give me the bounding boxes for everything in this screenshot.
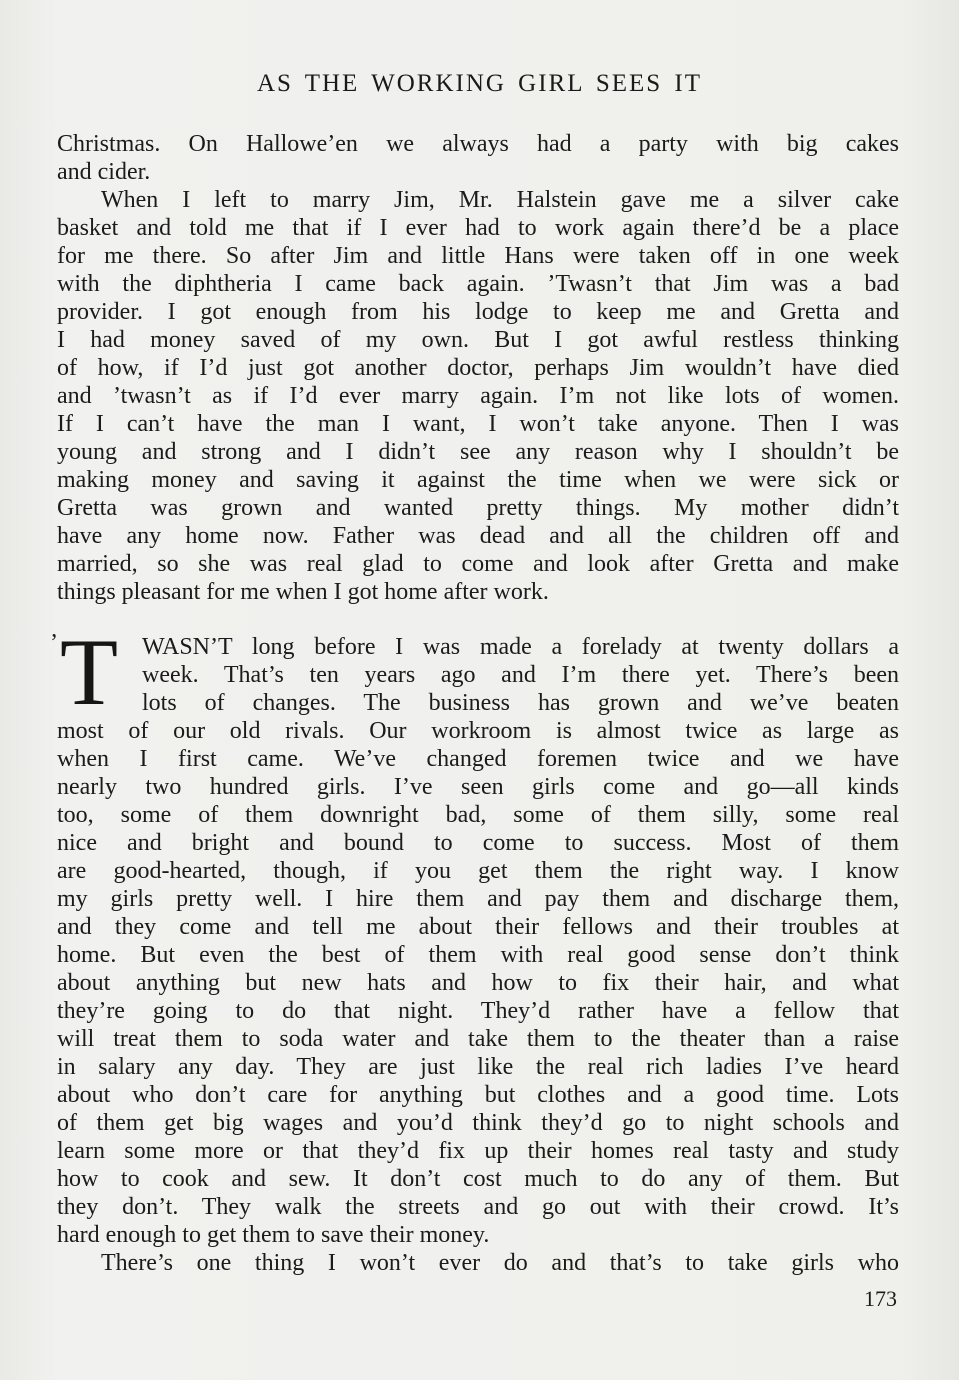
running-head: AS THE WORKING GIRL SEES IT — [256, 70, 703, 97]
text-line: home. But even the best of them with real good sense don’t think — [57, 942, 899, 968]
text-line: I had money saved of my own. But I got awful restless thinking — [57, 327, 899, 353]
text-line: If I can’t have the man I want, I won’t take anyone. Then I was — [57, 411, 899, 437]
text-line: week. That’s ten years ago and I’m there yet. There’s been — [142, 662, 899, 688]
text-line: There’s one thing I won’t ever do and that’s to take girls who — [101, 1250, 899, 1276]
text-line: and they come and tell me about their fellows and their troubles at — [57, 914, 899, 940]
text-line: my girls pretty well. I hire them and pay them and discharge them, — [57, 886, 899, 912]
text-line: learn some more or that they’d fix up their homes real tasty and study — [57, 1138, 899, 1164]
text-line: they don’t. They walk the streets and go out with their crowd. It’s — [57, 1194, 899, 1220]
text-line: Christmas. On Hallowe’en we always had a party with big cakes — [57, 131, 899, 157]
text-line: in salary any day. They are just like the real rich ladies I’ve heard — [57, 1054, 899, 1080]
text-line: they’re going to do that night. They’d rather have a fellow that — [57, 998, 899, 1024]
text-line: and cider. — [57, 159, 151, 185]
text-line: are good-hearted, though, if you get them the right way. I know — [57, 858, 899, 884]
body-text-top — [57, 130, 899, 606]
text-line: for me there. So after Jim and little Hans were taken off in one week — [57, 243, 899, 269]
text-line: basket and told me that if I ever had to work again there’d be a place — [57, 215, 899, 241]
text-line: making money and saving it against the time when we were sick or — [57, 467, 899, 493]
text-line: will treat them to soda water and take them to the theater than a raise — [57, 1026, 899, 1052]
text-line: too, some of them downright bad, some of them silly, some real — [57, 802, 899, 828]
text-line: nice and bright and bound to come to success. Most of them — [57, 830, 899, 856]
text-line: married, so she was real glad to come and look after Gretta and make — [57, 551, 899, 577]
text-line: Gretta was grown and wanted pretty things. My mother didn’t — [57, 495, 899, 521]
text-line: things pleasant for me when I got home after work. — [57, 579, 549, 605]
text-line: provider. I got enough from his lodge to keep me and Gretta and — [57, 299, 899, 325]
text-line: of them get big wages and you’d think they’d go to night schools and — [57, 1110, 899, 1136]
text-line: with the diphtheria I came back again. ’Twasn’t that Jim was a bad — [57, 271, 899, 297]
text-line: about who don’t care for anything but clothes and a good time. Lots — [57, 1082, 899, 1108]
page-number: 173 — [864, 1286, 897, 1311]
text-line: most of our old rivals. Our workroom is almost twice as large as — [57, 718, 899, 744]
text-line: nearly two hundred girls. I’ve seen girls come and go—all kinds — [57, 774, 899, 800]
text-line: WASN’T long before I was made a forelady at twenty dollars a — [142, 634, 899, 660]
drop-cap-letter: T — [60, 619, 119, 725]
text-line: when I first came. We’ve changed foremen twice and we have — [57, 746, 899, 772]
text-line: of how, if I’d just got another doctor, perhaps Jim wouldn’t have died — [57, 355, 899, 381]
text-line: hard enough to get them to save their money. — [57, 1222, 490, 1248]
drop-cap-apostrophe: ’ — [50, 630, 58, 656]
text-line: lots of changes. The business has grown and we’ve beaten — [142, 690, 899, 716]
text-line: young and strong and I didn’t see any reason why I shouldn’t be — [57, 439, 899, 465]
text-line: about anything but new hats and how to fix their hair, and what — [57, 970, 899, 996]
text-line: have any home now. Father was dead and all the children off and — [57, 523, 899, 549]
body-text-bottom — [57, 633, 899, 1277]
text-line: and ’twasn’t as if I’d ever marry again. I’m not like lots of women. — [57, 383, 899, 409]
text-line: When I left to marry Jim, Mr. Halstein gave me a silver cake — [101, 187, 899, 213]
text-line: how to cook and sew. It don’t cost much to do any of them. But — [57, 1166, 899, 1192]
